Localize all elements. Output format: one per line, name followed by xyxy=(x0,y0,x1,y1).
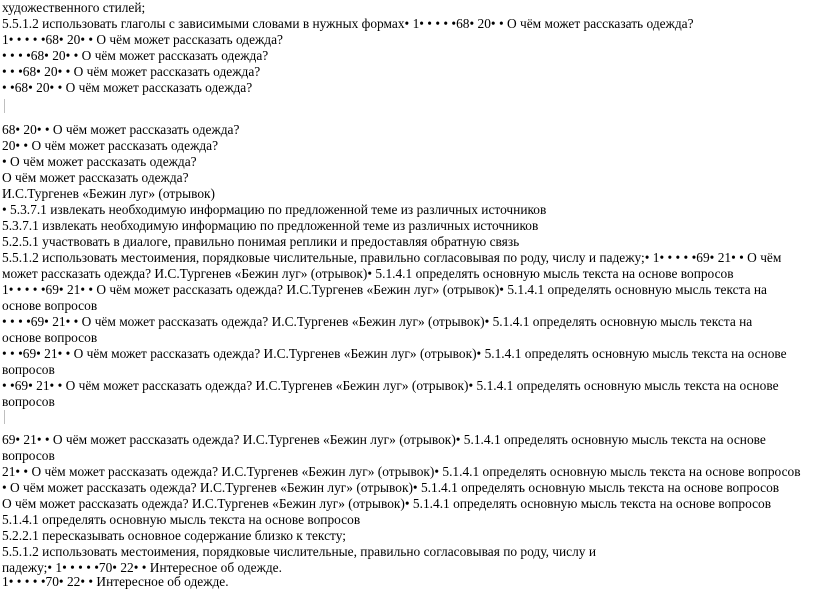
text-line: основе вопросов xyxy=(2,330,98,345)
text-line: 5.5.1.2 использовать местоимения, порядковые числительные, правильно согласовывая по роду, числу и падежу;• 1• • • • •69• 21• • О чём xyxy=(2,250,782,265)
text-line: 69• 21• • О чём может рассказать одежда? И.С.Тургенев «Бежин луг» (отрывок)• 5.1.4.1 определять основную мысль текста на основе xyxy=(2,432,766,447)
text-line: может рассказать одежда? И.С.Тургенев «Бежин луг» (отрывок)• 5.1.4.1 определять основную мысль текста на основе вопросов xyxy=(2,266,734,281)
text-line: • • • •68• 20• • О чём может рассказать одежда? xyxy=(2,48,269,63)
text-line: 68• 20• • О чём может рассказать одежда? xyxy=(2,122,240,137)
text-line: падежу;• 1• • • • •70• 22• • Интересное об одежде. xyxy=(2,560,282,575)
text-line: О чём может рассказать одежда? xyxy=(2,170,189,185)
text-line: 5.5.1.2 использовать местоимения, порядковые числительные, правильно согласовывая по роду, числу и xyxy=(2,544,597,559)
text-line: 1• • • • •70• 22• • Интересное об одежде. xyxy=(2,574,229,589)
text-line: • •69• 21• • О чём может рассказать одежда? И.С.Тургенев «Бежин луг» (отрывок)• 5.1.4.1 определять основную мысль текста на основе xyxy=(2,378,779,393)
text-line: вопросов xyxy=(2,394,55,409)
text-line: 5.2.2.1 пересказывать основное содержание близко к тексту; xyxy=(2,528,346,543)
text-line: • • •69• 21• • О чём может рассказать одежда? И.С.Тургенев «Бежин луг» (отрывок)• 5.1.4.1 определять основную мысль текста на основе xyxy=(2,346,787,361)
text-line: основе вопросов xyxy=(2,298,98,313)
text-line: • О чём может рассказать одежда? И.С.Тургенев «Бежин луг» (отрывок)• 5.1.4.1 определять основную мысль текста на основе вопросов xyxy=(2,480,780,495)
text-line: вопросов xyxy=(2,362,55,377)
text-line: 21• • О чём может рассказать одежда? И.С.Тургенев «Бежин луг» (отрывок)• 5.1.4.1 определять основную мысль текста на основе вопросов xyxy=(2,464,801,479)
text-line: 1• • • • •68• 20• • О чём может рассказать одежда? xyxy=(2,32,283,47)
text-line: художественного стилей; xyxy=(2,0,146,15)
text-line: 5.5.1.2 использовать глаголы с зависимыми словами в нужных формах• 1• • • • •68• 20• • О чём может рассказать одежда? xyxy=(2,16,694,31)
text-cursor xyxy=(4,99,5,113)
text-line: 5.2.5.1 участвовать в диалоге, правильно понимая реплики и предоставляя обратную связь xyxy=(2,234,520,249)
text-line: 5.1.4.1 определять основную мысль текста на основе вопросов xyxy=(2,512,361,527)
text-line: • • •68• 20• • О чём может рассказать одежда? xyxy=(2,64,261,79)
text-cursor xyxy=(4,410,5,424)
text-line: И.С.Тургенев «Бежин луг» (отрывок) xyxy=(2,186,215,201)
text-line: 1• • • • •69• 21• • О чём может рассказать одежда? И.С.Тургенев «Бежин луг» (отрывок)• 5.1.4.1 определять основную мысль текста на xyxy=(2,282,767,297)
text-line: вопросов xyxy=(2,448,55,463)
text-line: • О чём может рассказать одежда? xyxy=(2,154,197,169)
text-line: • •68• 20• • О чём может рассказать одежда? xyxy=(2,80,253,95)
text-line: • • • •69• 21• • О чём может рассказать одежда? И.С.Тургенев «Бежин луг» (отрывок)• 5.1.4.1 определять основную мысль текста на xyxy=(2,314,753,329)
text-line: • 5.3.7.1 извлекать необходимую информацию по предложенной теме из различных источников xyxy=(2,202,547,217)
text-line: 5.3.7.1 извлекать необходимую информацию по предложенной теме из различных источников xyxy=(2,218,539,233)
text-line: 20• • О чём может рассказать одежда? xyxy=(2,138,219,153)
text-line: О чём может рассказать одежда? И.С.Тургенев «Бежин луг» (отрывок)• 5.1.4.1 определять основную мысль текста на основе вопросов xyxy=(2,496,772,511)
